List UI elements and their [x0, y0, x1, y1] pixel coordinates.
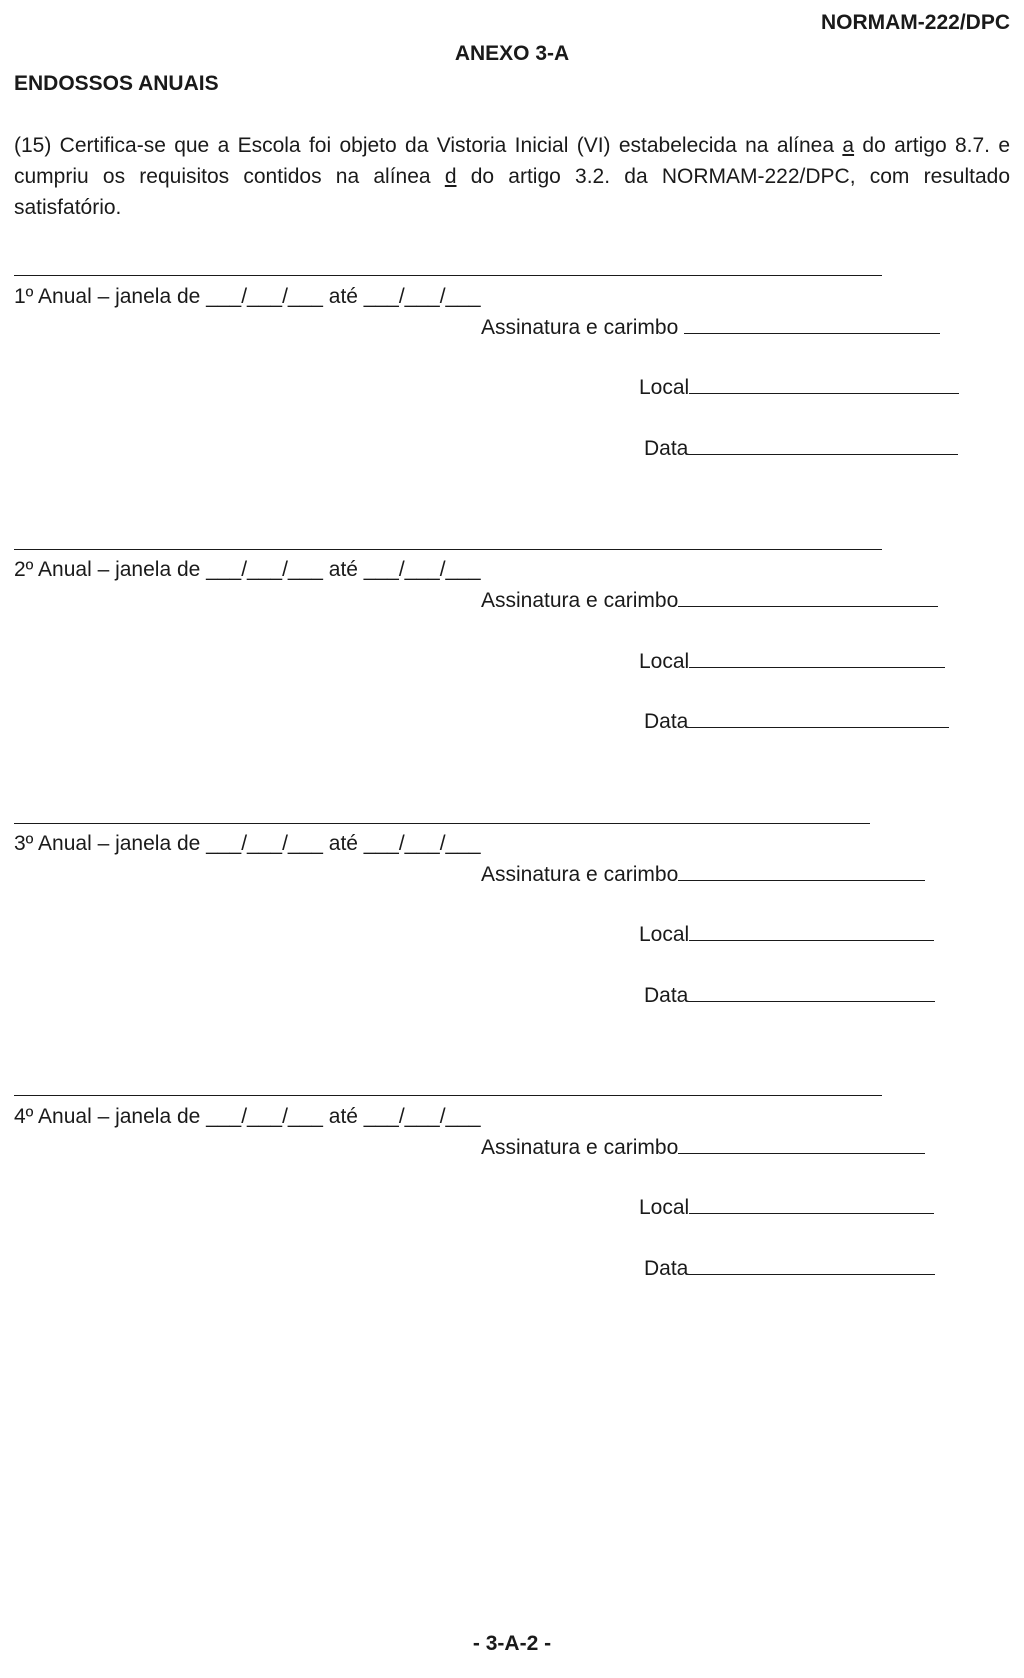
signature-blank[interactable] — [684, 332, 940, 334]
local-label: Local — [639, 376, 690, 399]
local-blank[interactable] — [689, 392, 959, 394]
certification-text-part-2: do artigo 8.7. e cumpriu os requisitos contidos na alínea — [14, 134, 1010, 188]
underlined-letter-a: a — [842, 134, 855, 157]
date-label: Data — [644, 1257, 689, 1280]
page-number: - 3-A-2 - — [472, 1632, 552, 1655]
separator-line — [14, 823, 870, 824]
date-blank[interactable] — [688, 453, 958, 455]
signature-label: Assinatura e carimbo — [481, 316, 679, 339]
endorsement-3-date[interactable] — [644, 984, 935, 1008]
separator-line — [14, 1095, 882, 1096]
endorsement-4-date[interactable] — [644, 1257, 935, 1281]
endorsement-2-local[interactable] — [639, 650, 945, 674]
endorsement-4-local[interactable] — [639, 1196, 934, 1220]
signature-blank[interactable] — [678, 605, 938, 607]
signature-blank[interactable] — [678, 1152, 925, 1154]
signature-label: Assinatura e carimbo — [481, 1136, 679, 1159]
date-label: Data — [644, 710, 689, 733]
separator-line — [14, 275, 882, 276]
local-label: Local — [639, 1196, 690, 1219]
endorsement-3-local[interactable] — [639, 923, 934, 947]
annex-title: ANEXO 3-A — [454, 42, 570, 65]
endorsement-2-date[interactable] — [644, 710, 949, 734]
signature-label: Assinatura e carimbo — [481, 589, 679, 612]
signature-blank[interactable] — [678, 879, 925, 881]
endorsement-4-signature[interactable] — [481, 1136, 925, 1160]
date-blank[interactable] — [688, 726, 949, 728]
certification-text-part-3: do artigo 3.2. da NORMAM-222/DPC, com resultado satisfatório. — [14, 165, 1011, 219]
endorsement-1-label: 1º Anual – janela de ___/___/___ até ___/___/___ — [14, 285, 481, 308]
section-title: ENDOSSOS ANUAIS — [14, 72, 219, 95]
date-label: Data — [644, 984, 689, 1007]
separator-line — [14, 549, 882, 550]
local-blank[interactable] — [689, 939, 934, 941]
endorsement-2-label: 2º Anual – janela de ___/___/___ até ___/___/___ — [14, 558, 481, 581]
local-blank[interactable] — [689, 666, 945, 668]
endorsement-4-label: 4º Anual – janela de ___/___/___ até ___/___/___ — [14, 1105, 481, 1128]
certification-text-part-1: (15) Certifica-se que a Escola foi objeto da Vistoria Inicial (VI) estabelecida na alínea — [14, 134, 843, 157]
local-label: Local — [639, 650, 690, 673]
date-label: Data — [644, 437, 689, 460]
endorsement-1-signature[interactable] — [481, 316, 940, 340]
endorsement-1-date[interactable] — [644, 437, 958, 461]
endorsement-2-signature[interactable] — [481, 589, 938, 613]
endorsement-1-local[interactable] — [639, 376, 959, 400]
certification-text — [14, 130, 1010, 223]
local-blank[interactable] — [689, 1212, 934, 1214]
date-blank[interactable] — [688, 1000, 935, 1002]
endorsement-3-label: 3º Anual – janela de ___/___/___ até ___/___/___ — [14, 832, 481, 855]
date-blank[interactable] — [688, 1273, 935, 1275]
underlined-letter-d: d — [444, 165, 457, 188]
document-code: NORMAM-222/DPC — [820, 11, 1010, 34]
endorsement-3-signature[interactable] — [481, 863, 925, 887]
signature-label: Assinatura e carimbo — [481, 863, 679, 886]
local-label: Local — [639, 923, 690, 946]
